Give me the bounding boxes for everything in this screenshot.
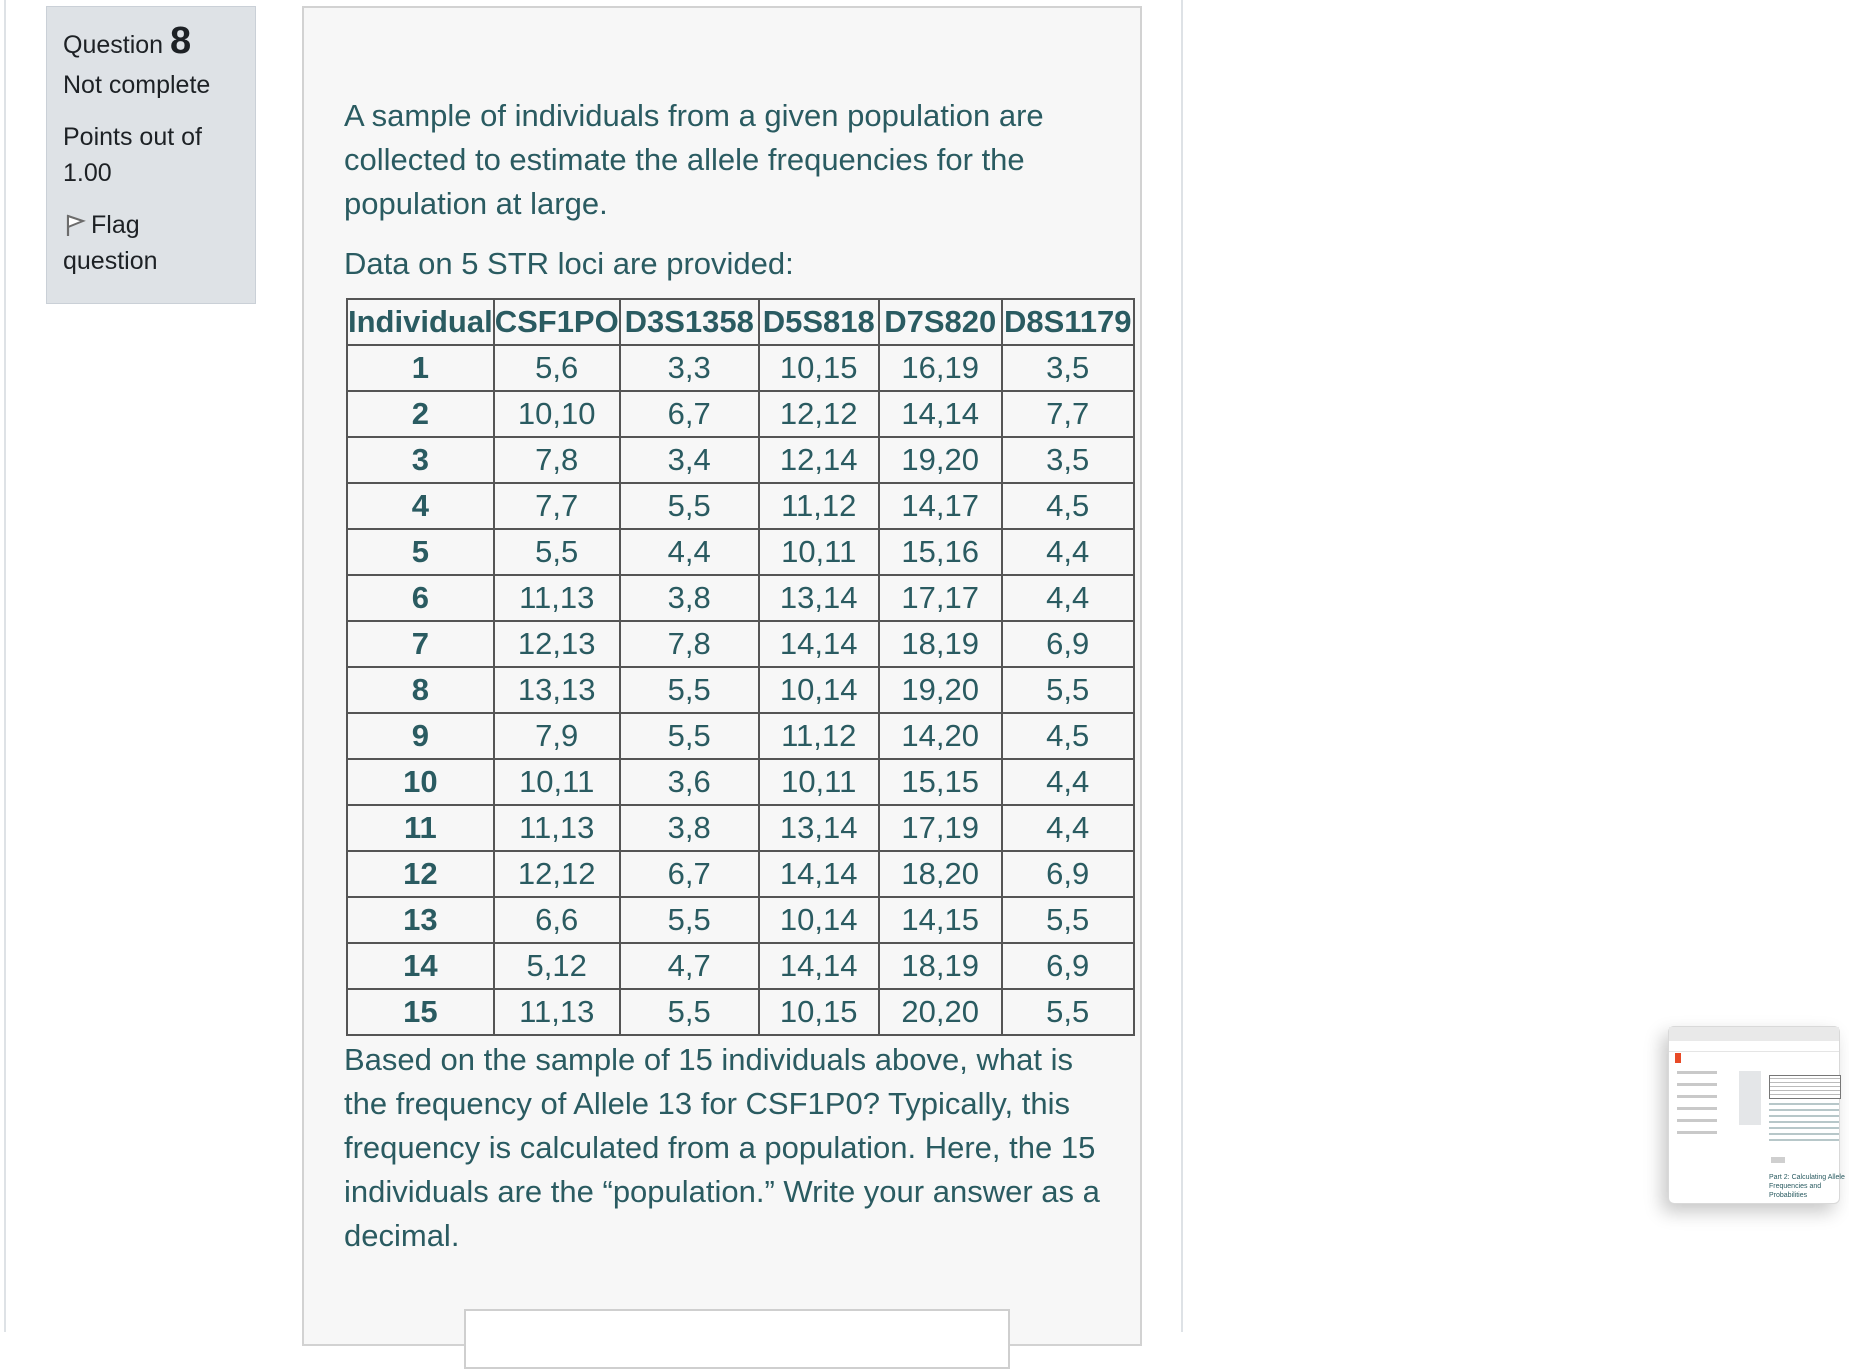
genotype-cell: 5,5 xyxy=(620,897,759,943)
genotype-cell: 7,7 xyxy=(494,483,620,529)
genotype-cell: 10,11 xyxy=(759,759,879,805)
genotype-cell: 3,8 xyxy=(620,805,759,851)
question-formulation xyxy=(302,6,1142,1346)
genotype-cell: 6,9 xyxy=(1002,943,1134,989)
genotype-cell: 12,12 xyxy=(759,391,879,437)
genotype-cell: 7,7 xyxy=(1002,391,1134,437)
table-row xyxy=(347,759,1134,805)
individual-cell: 15 xyxy=(347,989,494,1035)
question-intro: A sample of individuals from a given population are collected to estimate the allele frequencies for the population at large. xyxy=(344,98,1044,221)
genotype-cell: 12,12 xyxy=(494,851,620,897)
genotype-cell: 10,11 xyxy=(759,529,879,575)
column-header: CSF1PO xyxy=(494,299,620,345)
genotype-cell: 18,19 xyxy=(879,943,1002,989)
genotype-cell: 14,14 xyxy=(759,943,879,989)
genotype-cell: 5,5 xyxy=(1002,989,1134,1035)
genotype-cell: 15,16 xyxy=(879,529,1002,575)
table-row xyxy=(347,667,1134,713)
genotype-cell: 10,14 xyxy=(759,667,879,713)
genotype-cell: 4,5 xyxy=(1002,713,1134,759)
table-row xyxy=(347,621,1134,667)
genotype-cell: 14,17 xyxy=(879,483,1002,529)
data-intro: Data on 5 STR loci are provided: xyxy=(344,246,794,281)
screenshot-thumbnail[interactable] xyxy=(1668,1026,1845,1204)
table-header-row xyxy=(347,299,1134,345)
table-row xyxy=(347,897,1134,943)
question-number-value: 8 xyxy=(170,20,192,62)
thumbnail-table xyxy=(1769,1075,1841,1099)
genotype-cell: 11,13 xyxy=(494,805,620,851)
genotype-cell: 5,6 xyxy=(494,345,620,391)
column-header: D8S1179 xyxy=(1002,299,1134,345)
genotype-cell: 17,17 xyxy=(879,575,1002,621)
genotype-cell: 3,4 xyxy=(620,437,759,483)
genotype-cell: 11,13 xyxy=(494,989,620,1035)
column-header: D5S818 xyxy=(759,299,879,345)
thumbnail-info-panel xyxy=(1739,1071,1761,1125)
table-row xyxy=(347,989,1134,1035)
column-header: D3S1358 xyxy=(620,299,759,345)
str-data-table xyxy=(346,298,1135,1036)
genotype-cell: 12,13 xyxy=(494,621,620,667)
column-header: D7S820 xyxy=(879,299,1002,345)
genotype-cell: 6,7 xyxy=(620,851,759,897)
genotype-cell: 5,5 xyxy=(1002,667,1134,713)
table-row xyxy=(347,437,1134,483)
genotype-cell: 5,5 xyxy=(494,529,620,575)
thumbnail-button xyxy=(1771,1157,1785,1163)
individual-cell: 10 xyxy=(347,759,494,805)
individual-cell: 9 xyxy=(347,713,494,759)
genotype-cell: 3,3 xyxy=(620,345,759,391)
table-body xyxy=(347,345,1134,1035)
table-row xyxy=(347,851,1134,897)
table-row xyxy=(347,575,1134,621)
question-text xyxy=(344,94,1104,286)
genotype-cell: 3,6 xyxy=(620,759,759,805)
thumbnail-caption: Part 2: Calculating Allele Frequencies and Probabilities xyxy=(1769,1174,1845,1199)
genotype-cell: 10,11 xyxy=(494,759,620,805)
flag-icon xyxy=(63,213,87,237)
genotype-cell: 5,5 xyxy=(620,667,759,713)
genotype-cell: 11,13 xyxy=(494,575,620,621)
genotype-cell: 7,9 xyxy=(494,713,620,759)
genotype-cell: 5,5 xyxy=(620,483,759,529)
table-row xyxy=(347,713,1134,759)
genotype-cell: 11,12 xyxy=(759,713,879,759)
question-state: Not complete xyxy=(63,71,211,99)
genotype-cell: 18,20 xyxy=(879,851,1002,897)
genotype-cell: 14,14 xyxy=(879,391,1002,437)
individual-cell: 8 xyxy=(347,667,494,713)
flag-question-label: Flag question xyxy=(63,211,158,275)
individual-cell: 4 xyxy=(347,483,494,529)
thumbnail-tabbar xyxy=(1669,1027,1839,1041)
genotype-cell: 5,5 xyxy=(1002,897,1134,943)
column-header: Individual xyxy=(347,299,494,345)
genotype-cell: 17,19 xyxy=(879,805,1002,851)
genotype-cell: 14,14 xyxy=(759,851,879,897)
left-divider xyxy=(4,0,6,1332)
table-row xyxy=(347,391,1134,437)
genotype-cell: 3,5 xyxy=(1002,345,1134,391)
genotype-cell: 19,20 xyxy=(879,667,1002,713)
individual-cell: 1 xyxy=(347,345,494,391)
genotype-cell: 6,6 xyxy=(494,897,620,943)
genotype-cell: 19,20 xyxy=(879,437,1002,483)
genotype-cell: 4,4 xyxy=(1002,759,1134,805)
genotype-cell: 14,20 xyxy=(879,713,1002,759)
genotype-cell: 11,12 xyxy=(759,483,879,529)
genotype-cell: 5,12 xyxy=(494,943,620,989)
genotype-cell: 5,5 xyxy=(620,989,759,1035)
genotype-cell: 10,15 xyxy=(759,989,879,1035)
genotype-cell: 6,9 xyxy=(1002,621,1134,667)
genotype-cell: 6,9 xyxy=(1002,851,1134,897)
genotype-cell: 4,4 xyxy=(1002,575,1134,621)
individual-cell: 6 xyxy=(347,575,494,621)
genotype-cell: 4,5 xyxy=(1002,483,1134,529)
genotype-cell: 16,19 xyxy=(879,345,1002,391)
question-prompt: Based on the sample of 15 individuals above, what is the frequency of Allele 13 for CSF1P0? Typically, this frequency is calculated from a population. Here, the 15 individuals are the “population.” Write your answer as a decimal. xyxy=(344,1042,1100,1253)
genotype-cell: 13,14 xyxy=(759,805,879,851)
individual-cell: 14 xyxy=(347,943,494,989)
table-row xyxy=(347,805,1134,851)
genotype-cell: 7,8 xyxy=(620,621,759,667)
individual-cell: 3 xyxy=(347,437,494,483)
genotype-cell: 13,13 xyxy=(494,667,620,713)
flag-question-button[interactable] xyxy=(63,207,239,279)
individual-cell: 2 xyxy=(347,391,494,437)
genotype-cell: 13,14 xyxy=(759,575,879,621)
question-number xyxy=(63,21,239,65)
right-divider xyxy=(1181,0,1183,1332)
question-label: Question xyxy=(63,31,164,59)
genotype-cell: 10,14 xyxy=(759,897,879,943)
genotype-cell: 3,8 xyxy=(620,575,759,621)
table-row xyxy=(347,345,1134,391)
genotype-cell: 12,14 xyxy=(759,437,879,483)
individual-cell: 5 xyxy=(347,529,494,575)
answer-input[interactable] xyxy=(464,1309,1010,1369)
genotype-cell: 15,15 xyxy=(879,759,1002,805)
table-row xyxy=(347,483,1134,529)
table-row xyxy=(347,529,1134,575)
individual-cell: 7 xyxy=(347,621,494,667)
genotype-cell: 10,10 xyxy=(494,391,620,437)
thumbnail-addressbar xyxy=(1669,1041,1839,1052)
thumbnail-logo xyxy=(1675,1053,1681,1063)
thumbnail-text-lines xyxy=(1769,1103,1839,1145)
thumbnail-sidebar xyxy=(1677,1071,1727,1143)
genotype-cell: 14,14 xyxy=(759,621,879,667)
genotype-cell: 7,8 xyxy=(494,437,620,483)
genotype-cell: 10,15 xyxy=(759,345,879,391)
genotype-cell: 3,5 xyxy=(1002,437,1134,483)
question-grade: Points out of 1.00 xyxy=(63,123,202,187)
genotype-cell: 18,19 xyxy=(879,621,1002,667)
individual-cell: 13 xyxy=(347,897,494,943)
individual-cell: 11 xyxy=(347,805,494,851)
genotype-cell: 14,15 xyxy=(879,897,1002,943)
genotype-cell: 5,5 xyxy=(620,713,759,759)
genotype-cell: 4,4 xyxy=(620,529,759,575)
question-info-panel xyxy=(46,6,256,304)
genotype-cell: 6,7 xyxy=(620,391,759,437)
genotype-cell: 4,7 xyxy=(620,943,759,989)
genotype-cell: 20,20 xyxy=(879,989,1002,1035)
table-row xyxy=(347,943,1134,989)
genotype-cell: 4,4 xyxy=(1002,529,1134,575)
individual-cell: 12 xyxy=(347,851,494,897)
genotype-cell: 4,4 xyxy=(1002,805,1134,851)
